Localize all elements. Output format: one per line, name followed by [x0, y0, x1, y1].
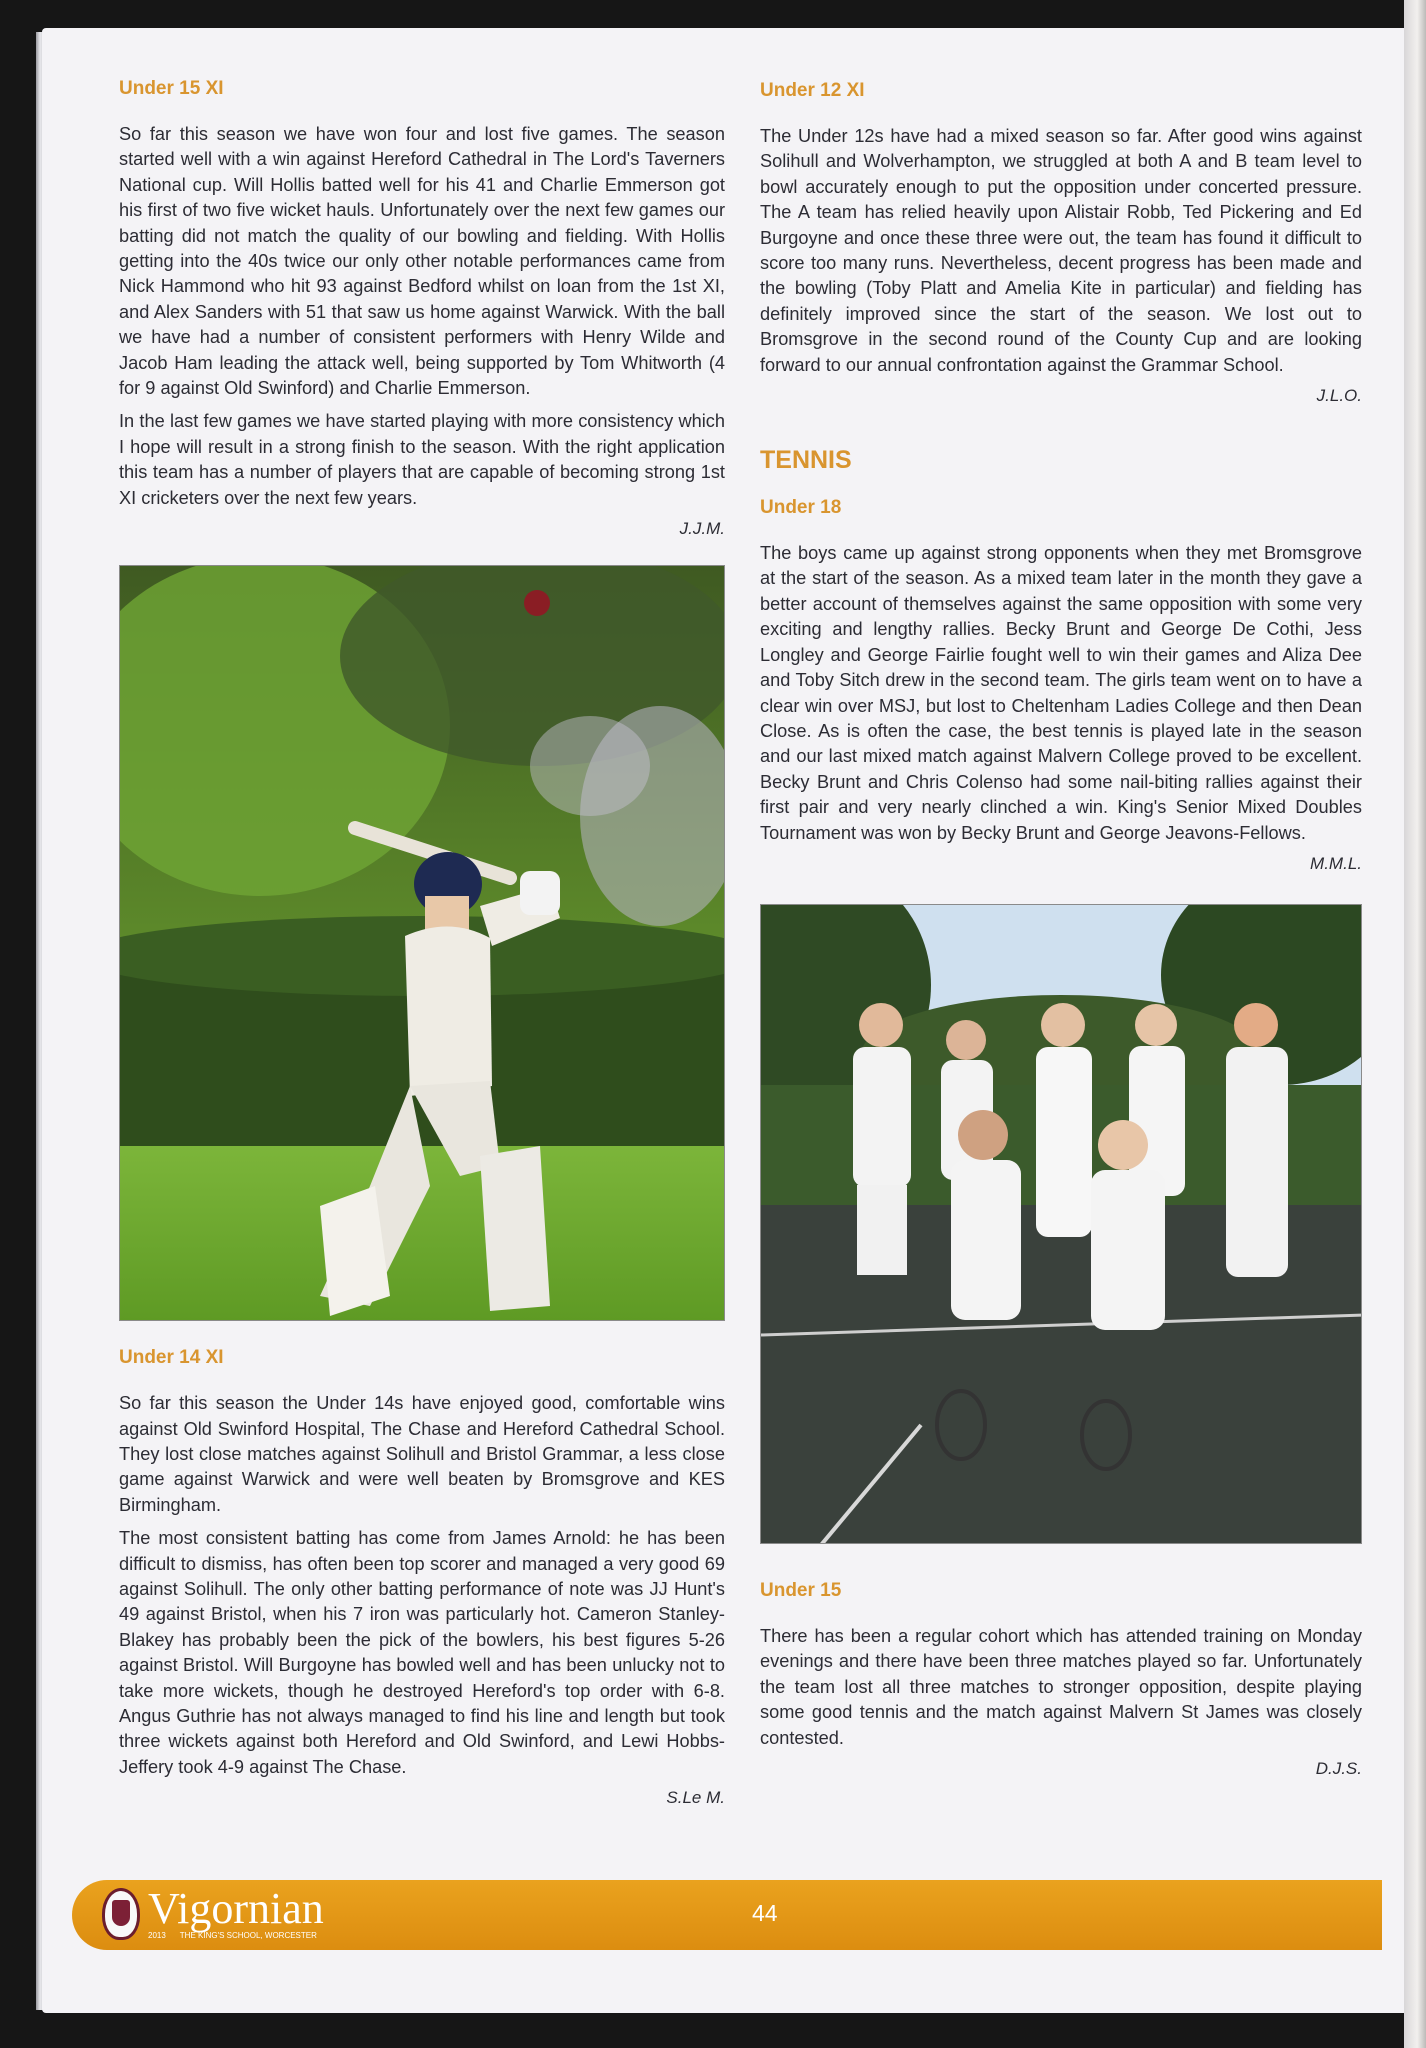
- under-15-xi-heading: Under 15 XI: [119, 78, 224, 99]
- under-14-xi-paragraph-1: So far this season the Under 14s have enjoyed good, comfortable wins against Old Swinford Hospital, The Chase and Hereford Cathedral School. They lost close matches against Solihull and Bristol Grammar, a less close game against Warwick and were well beaten by Bromsgrove and KES Birmingham.: [119, 1393, 725, 1515]
- magazine-page: [42, 28, 1412, 2013]
- under-14-xi-paragraph-2: The most consistent batting has come from James Arnold: he has been difficult to dismiss, has often been top scorer and managed a very good 69 against Solihull. The only other batting performance of note was JJ Hunt's 49 against Bristol, when his 7 iron was particularly hot. Cameron Stanley-Blakey has probably been the pick of the bowlers, his best figures 5-26 against Bristol. Will Burgoyne has bowled well and has been unlucky not to take more wickets, though he destroyed Hereford's top order with 6-8. Angus Guthrie has not always managed to find his line and length but took three wickets against both Hereford and Old Swinford, and Lewi Hobbs-Jeffery took 4-9 against The Chase.: [119, 1528, 725, 1777]
- tennis-section: [760, 446, 1362, 874]
- cricket-batsman-photo: [119, 565, 725, 1321]
- left-column: [119, 78, 725, 1808]
- tennis-under-15-section: [760, 1580, 1362, 1779]
- under-15-xi-paragraph-2: In the last few games we have started playing with more consistency which I hope will result in a strong finish to the season. With the right application this team has a number of players that are capable of becoming strong 1st XI cricketers over the next few years.: [119, 411, 725, 508]
- tennis-under-15-heading: Under 15: [760, 1579, 842, 1601]
- under-15-xi-signature: J.J.M.: [679, 519, 725, 539]
- under-12-xi-paragraph-1: The Under 12s have had a mixed season so far. After good wins against Solihull and Wolverhampton, we struggled at both A and B team level to bowl accurately enough to put the opposition under concerted pressure. The A team has relied heavily upon Alistair Robb, Ted Pickering and Ed Burgoyne and once these three were out, the team has found it difficult to score too many runs. Nevertheless, decent progress has been made and the bowling (Toby Platt and Amelia Kite in particular) and fielding has definitely improved since the start of the season. We lost out to Bromsgrove in the second round of the County Cup and are looking forward to our annual confrontation against the Grammar School.: [760, 126, 1362, 375]
- tennis-under-15-paragraph: There has been a regular cohort which has attended training on Monday evenings and there have been three matches played so far. Unfortunately the team lost all three matches to stronger opposition, despite playing some good tennis and the match against Malvern St James was closely contested.: [760, 1625, 1362, 1748]
- school-crest-icon: [102, 1888, 140, 1940]
- logo-school: THE KING'S SCHOOL, WORCESTER: [179, 1930, 317, 1940]
- logo-title: Vigornian: [148, 1883, 324, 1933]
- under-12-xi-section: [760, 80, 1362, 406]
- logo-year: 2013: [148, 1930, 166, 1940]
- under-12-xi-signature: J.L.O.: [1316, 386, 1362, 406]
- under-14-xi-heading: Under 14 XI: [119, 1347, 224, 1369]
- tennis-under-18-heading: Under 18: [760, 497, 842, 519]
- tennis-photo-illustration: [761, 905, 1362, 1544]
- right-column: [760, 80, 1362, 1779]
- under-12-xi-heading: Under 12 XI: [760, 80, 865, 101]
- tennis-under-18-paragraph: The boys came up against strong opponents when they met Bromsgrove at the start of the season. As a mixed team later in the month they gave a better account of themselves against the same opposition with some very exciting and lengthy rallies. Becky Brunt and George De Cothi, Jess Longley and George Fairlie fought well to win their games and Aliza Dee and Toby Sitch drew in the second team. The girls team went on to have a clear win over MSJ, but lost to Cheltenham Ladies College and then Dean Close. As is often the case, the best tennis is played late in the season and our last mixed match against Malvern College proved to be excellent. Becky Brunt and Chris Colenso had some nail-biting rallies against their first pair and very nearly clinched a win. King's Senior Mixed Doubles Tournament was won by Becky Brunt and George Jeavons-Fellows.: [760, 543, 1362, 843]
- tennis-heading: TENNIS: [760, 446, 852, 475]
- under-14-xi-signature: S.Le M.: [666, 1788, 725, 1808]
- tennis-team-photo: [760, 904, 1362, 1544]
- under-15-xi-section: [119, 78, 725, 539]
- page-number: 44: [752, 1900, 778, 1926]
- footer-bar: [72, 1880, 1382, 1950]
- vigornian-logo: [102, 1883, 324, 1940]
- logo-text: [148, 1883, 324, 1940]
- under-14-xi-section: [119, 1347, 725, 1808]
- cricket-ball: [524, 590, 550, 616]
- tennis-under-15-signature: D.J.S.: [1315, 1758, 1362, 1778]
- tennis-under-18-signature: M.M.L.: [1310, 853, 1362, 873]
- next-page-edge: [1404, 0, 1426, 2048]
- under-15-xi-paragraph-1: So far this season we have won four and lost five games. The season started well with a win against Hereford Cathedral in The Lord's Taverners National cup. Will Hollis batted well for his 41 and Charlie Emmerson got his first of two five wicket hauls. Unfortunately over the next few games our batting did not match the quality of our bowling and fielding. With Hollis getting into the 40s twice our only other notable performances came from Nick Hammond who hit 93 against Bedford whilst on loan from the 1st XI, and Alex Sanders with 51 that saw us home against Warwick. With the ball we have had a number of consistent performers with Henry Wilde and Jacob Ham leading the attack well, being supported by Tom Whitworth (4 for 9 against Old Swinford) and Charlie Emmerson.: [119, 124, 725, 399]
- cricket-photo-illustration: [120, 566, 725, 1321]
